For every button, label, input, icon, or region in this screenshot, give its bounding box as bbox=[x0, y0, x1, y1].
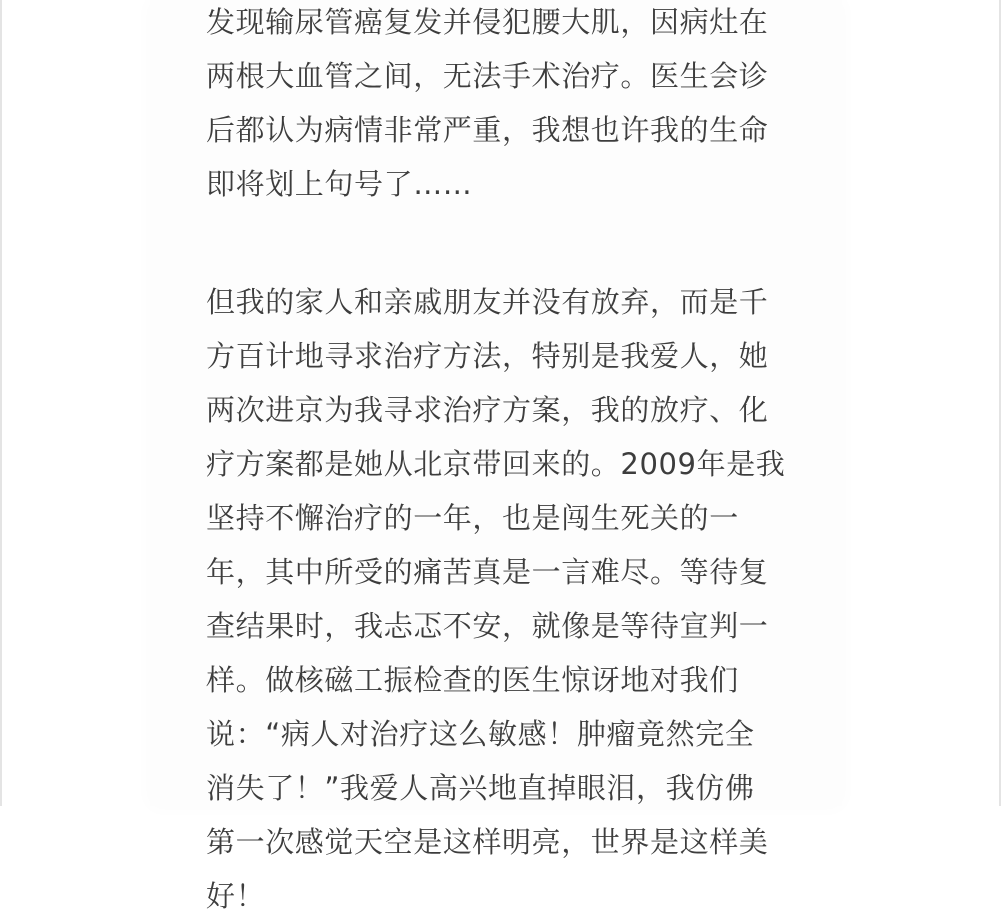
text-line: 后都认为病情非常严重，我想也许我的生命 bbox=[206, 113, 769, 147]
text-line: 样。做核磁工振检查的医生惊讶地对我们 bbox=[206, 663, 739, 697]
text-line: 疗方案都是她从北京带回来的。2009年是我 bbox=[206, 447, 786, 481]
paragraph-2 bbox=[206, 275, 806, 923]
text-line: 消失了！”我爱人高兴地直掉眼泪，我仿佛 bbox=[206, 771, 755, 805]
text-line: 但我的家人和亲戚朋友并没有放弃，而是千 bbox=[206, 285, 769, 319]
text-line: 年，其中所受的痛苦真是一言难尽。等待复 bbox=[206, 555, 769, 589]
text-line: 方百计地寻求治疗方法，特别是我爱人，她 bbox=[206, 339, 769, 373]
text-line: 发现输尿管癌复发并侵犯腰大肌，因病灶在 bbox=[206, 5, 769, 39]
text-line: 两根大血管之间，无法手术治疗。医生会诊 bbox=[206, 59, 769, 93]
text-line: 坚持不懈治疗的一年，也是闯生死关的一 bbox=[206, 501, 739, 535]
text-line: 查结果时，我忐忑不安，就像是等待宣判一 bbox=[206, 609, 769, 643]
left-border bbox=[0, 0, 2, 806]
text-line: 两次进京为我寻求治疗方案，我的放疗、化 bbox=[206, 393, 769, 427]
paragraph-spacer bbox=[206, 211, 806, 275]
article-body bbox=[206, 0, 806, 923]
text-line: 即将划上句号了…… bbox=[206, 167, 473, 201]
text-line: 第一次感觉天空是这样明亮，世界是这样美 bbox=[206, 825, 769, 859]
paragraph-1 bbox=[206, 0, 806, 211]
text-line: 好！ bbox=[206, 879, 266, 913]
text-line: 说：“病人对治疗这么敏感！肿瘤竟然完全 bbox=[206, 717, 755, 751]
